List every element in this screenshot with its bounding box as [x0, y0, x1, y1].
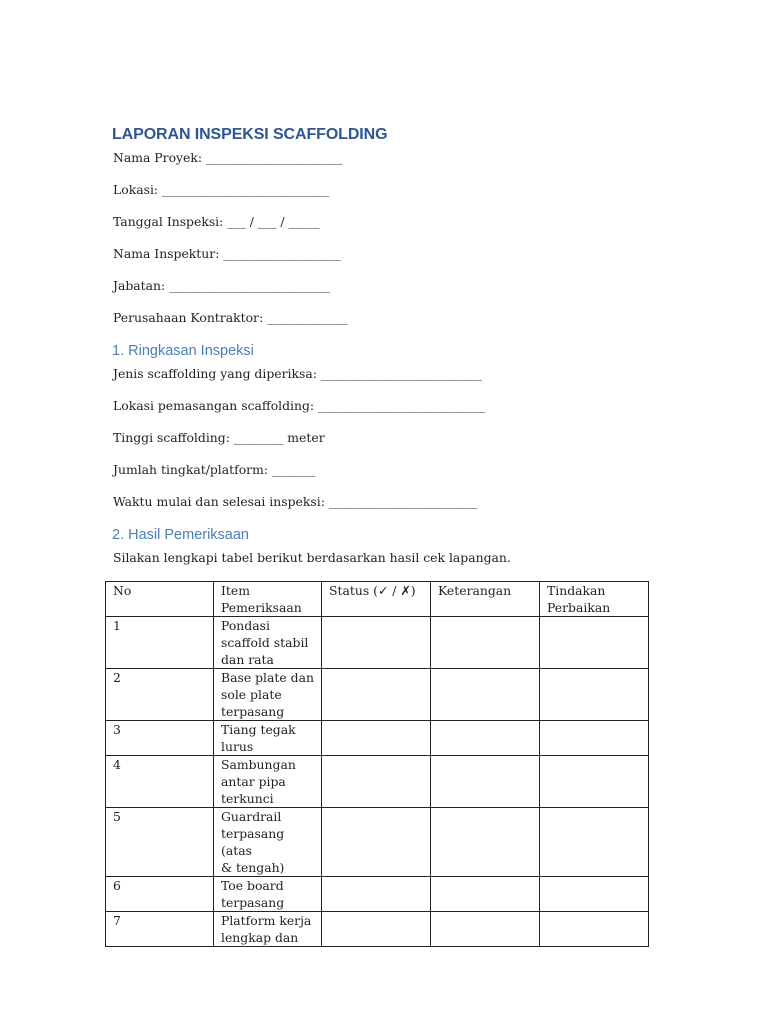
- table-cell-tindakan[interactable]: [540, 912, 649, 947]
- table-cell-no: 2: [106, 669, 214, 721]
- field-jabatan: Jabatan: __________________________: [113, 278, 331, 293]
- table-cell-keterangan[interactable]: [431, 808, 540, 877]
- table-cell-tindakan[interactable]: [540, 877, 649, 912]
- table-cell-item: [214, 912, 322, 947]
- table-cell-item-text: antar pipa: [221, 774, 286, 789]
- section-1-heading: 1. Ringkasan Inspeksi: [112, 343, 254, 359]
- table-cell-item-text: Tiang tegak: [221, 722, 296, 737]
- table-cell-item-text: & tengah): [221, 860, 285, 875]
- document-title: LAPORAN INSPEKSI SCAFFOLDING: [112, 126, 388, 143]
- table-cell-item-text: terpasang (atas: [221, 826, 285, 858]
- table-cell-item-text: terkunci: [221, 791, 274, 806]
- table-cell-no: 6: [106, 877, 214, 912]
- table-cell-item-text: terpasang: [221, 895, 285, 910]
- table-cell-item-text: lurus: [221, 739, 254, 754]
- field-waktu-inspeksi: Waktu mulai dan selesai inspeksi: ________________________: [113, 494, 478, 509]
- table-header-cell: [214, 582, 322, 617]
- table-cell-no: 7: [106, 912, 214, 947]
- table-header-cell: [431, 582, 540, 617]
- table-cell-item-text: scaffold stabil: [221, 635, 309, 650]
- table-cell-item-text: Base plate dan: [221, 670, 314, 685]
- table-cell-status[interactable]: [322, 617, 431, 669]
- table-row: [106, 617, 649, 669]
- table-cell-tindakan[interactable]: [540, 617, 649, 669]
- table-row: [106, 912, 649, 947]
- field-lokasi-pemasangan: Lokasi pemasangan scaffolding: ___________________________: [113, 398, 486, 413]
- table-row: [106, 877, 649, 912]
- table-cell-status[interactable]: [322, 912, 431, 947]
- table-cell-tindakan[interactable]: [540, 756, 649, 808]
- table-header-text: Keterangan: [438, 583, 512, 598]
- table-row: [106, 721, 649, 756]
- field-nama-proyek: Nama Proyek: ______________________: [113, 150, 343, 165]
- table-cell-item-text: sole plate: [221, 687, 282, 702]
- table-header-cell: [322, 582, 431, 617]
- table-cell-status[interactable]: [322, 808, 431, 877]
- table-header-text: Pemeriksaan: [221, 600, 302, 615]
- field-jumlah-tingkat: Jumlah tingkat/platform: _______: [113, 462, 316, 477]
- table-cell-item-text: Toe board: [221, 878, 284, 893]
- table-cell-tindakan[interactable]: [540, 721, 649, 756]
- field-lokasi: Lokasi: ___________________________: [113, 182, 330, 197]
- table-cell-status[interactable]: [322, 721, 431, 756]
- table-header-cell: [106, 582, 214, 617]
- table-header-text: Item: [221, 583, 250, 598]
- table-cell-keterangan[interactable]: [431, 669, 540, 721]
- table-header-text: Status (✓ / ✗): [329, 583, 416, 598]
- table-cell-no: 1: [106, 617, 214, 669]
- table-cell-status[interactable]: [322, 756, 431, 808]
- table-cell-keterangan[interactable]: [431, 877, 540, 912]
- table-header-cell: [540, 582, 649, 617]
- table-cell-keterangan[interactable]: [431, 756, 540, 808]
- field-jenis-scaffolding: Jenis scaffolding yang diperiksa: __________________________: [113, 366, 482, 381]
- table-cell-no: 5: [106, 808, 214, 877]
- table-header-text: Tindakan: [547, 583, 606, 598]
- table-cell-keterangan[interactable]: [431, 721, 540, 756]
- table-cell-status[interactable]: [322, 877, 431, 912]
- table-cell-item: [214, 669, 322, 721]
- inspection-table-body: [106, 582, 649, 947]
- table-cell-item: [214, 617, 322, 669]
- table-cell-item-text: dan rata: [221, 652, 274, 667]
- table-cell-tindakan[interactable]: [540, 669, 649, 721]
- table-cell-item-text: terpasang: [221, 704, 285, 719]
- section-2-intro: Silakan lengkapi tabel berikut berdasarkan hasil cek lapangan.: [113, 550, 511, 565]
- table-cell-no: 3: [106, 721, 214, 756]
- table-header-text: No: [113, 583, 132, 598]
- inspection-table: [105, 581, 649, 947]
- field-tanggal-inspeksi: Tanggal Inspeksi: ___ / ___ / _____: [113, 214, 320, 229]
- table-row: [106, 808, 649, 877]
- field-tinggi-scaffolding: Tinggi scaffolding: ________ meter: [113, 430, 325, 445]
- table-cell-item: [214, 808, 322, 877]
- table-cell-tindakan[interactable]: [540, 808, 649, 877]
- table-cell-item-text: Sambungan: [221, 757, 296, 772]
- table-cell-item: [214, 756, 322, 808]
- table-cell-item-text: Pondasi: [221, 618, 270, 633]
- table-cell-item-text: Guardrail: [221, 809, 282, 824]
- table-cell-item: [214, 721, 322, 756]
- table-cell-keterangan[interactable]: [431, 617, 540, 669]
- table-cell-keterangan[interactable]: [431, 912, 540, 947]
- field-perusahaan-kontraktor: Perusahaan Kontraktor: _____________: [113, 310, 348, 325]
- field-nama-inspektur: Nama Inspektur: ___________________: [113, 246, 342, 261]
- table-header-row: [106, 582, 649, 617]
- table-cell-status[interactable]: [322, 669, 431, 721]
- table-cell-item: [214, 877, 322, 912]
- table-row: [106, 669, 649, 721]
- table-row: [106, 756, 649, 808]
- table-header-text: Perbaikan: [547, 600, 611, 615]
- table-cell-item-text: Platform kerja: [221, 913, 312, 928]
- table-cell-no: 4: [106, 756, 214, 808]
- section-2-heading: 2. Hasil Pemeriksaan: [112, 527, 249, 543]
- table-cell-item-text: lengkap dan: [221, 930, 299, 945]
